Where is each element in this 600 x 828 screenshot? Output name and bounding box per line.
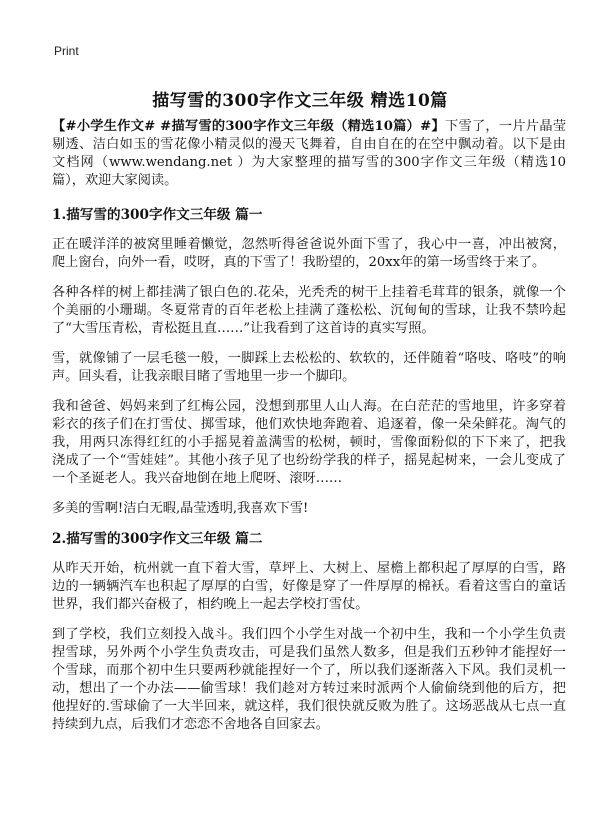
section-2-paragraph-1: 从昨天开始，杭州就一直下着大雪，草坪上、大树上、屋檐上都积起了厚厚的白雪，路边的一辆辆汽车也积起了厚厚的白雪，好像是穿了一件厚厚的棉袄。看着这雪白的童话世界，我们都兴奋极了，相约晚上一起去学校打雪仗。 <box>52 561 566 612</box>
section-1-paragraph-4: 我和爸爸、妈妈来到了红梅公园，没想到那里人山人海。在白茫茫的雪地里，许多穿着彩衣的孩子们在打雪仗、掷雪球，他们欢快地奔跑着、追逐着，像一朵朵鲜花。淘气的我，用两只冻得红红的小手摇晃着盖满雪的松树，顿时，雪像面粉似的下下来了，把我浇成了一个“雪娃娃”。其他小孩子见了也纷纷学我的样子，摇晃起树来，一会儿变成了一个圣诞老人。我兴奋地倒在地上爬呀、滚呀…… <box>52 399 566 486</box>
page-title: 描写雪的300字作文三年级 精选10篇 <box>152 91 448 111</box>
section-heading-2: 2.描写雪的300字作文三年级 篇二 <box>52 531 263 547</box>
intro-text: 下雪了，一片片晶莹剔透、洁白如玉的雪花像小精灵似的漫天飞舞着，自由自在的在空中飘动着。以下是由文档网（www.wendang.net ）为大家整理的描写雪的300字作文三年级（精选10篇），欢迎大家阅读。 <box>52 119 567 188</box>
print-label[interactable]: Print <box>54 44 79 58</box>
section-1-paragraph-2: 各种各样的树上都挂满了银白色的.花朵，光秃秃的树干上挂着毛茸茸的银条，就像一个个美丽的小珊瑚。冬夏常青的百年老松上挂满了蓬松松、沉甸甸的雪球，让我不禁吟起了“大雪压青松，青松挺且直……”让我看到了这首诗的真实写照。 <box>52 285 566 336</box>
article-body <box>52 118 566 746</box>
section-1-paragraph-1: 正在暖洋洋的被窝里睡着懒觉，忽然听得爸爸说外面下雪了，我心中一喜，冲出被窝，爬上窗台，向外一看，哎呀，真的下雪了！我盼望的，20xx年的第一场雪终于来了。 <box>52 237 566 270</box>
intro-tags: 【#小学生作文# #描写雪的300字作文三年级（精选10篇）#】 <box>52 119 445 134</box>
section-heading-1: 1.描写雪的300字作文三年级 篇一 <box>52 207 263 223</box>
section-1-paragraph-3: 雪，就像铺了一层毛毯一般，一脚踩上去松松的、软软的，还伴随着“咯吱、咯吱”的响声。回头看，让我亲眼目睹了雪地里一步一个脚印。 <box>52 351 566 384</box>
section-2-paragraph-2: 到了学校，我们立刻投入战斗。我们四个小学生对战一个初中生，我和一个小学生负责捏雪球，另外两个小学生负责攻击，可是我们虽然人数多，但是我们五秒钟才能捏好一个雪球，而那个初中生只要两秒就能捏好一个了，所以我们逐渐落入下风。我们灵机一动，想出了一个办法——偷雪球！我们趁对方转过来时派两个人偷偷绕到他的后方，把他捏好的.雪球偷了一大半回来，就这样，我们很快就反败为胜了。这场恶战从七点一直持续到九点，后我们才恋恋不舍地各自回家去。 <box>52 627 566 732</box>
section-1-paragraph-5: 多美的雪啊!洁白无暇,晶莹透明,我喜欢下雪! <box>52 501 309 516</box>
intro-paragraph <box>52 118 566 190</box>
